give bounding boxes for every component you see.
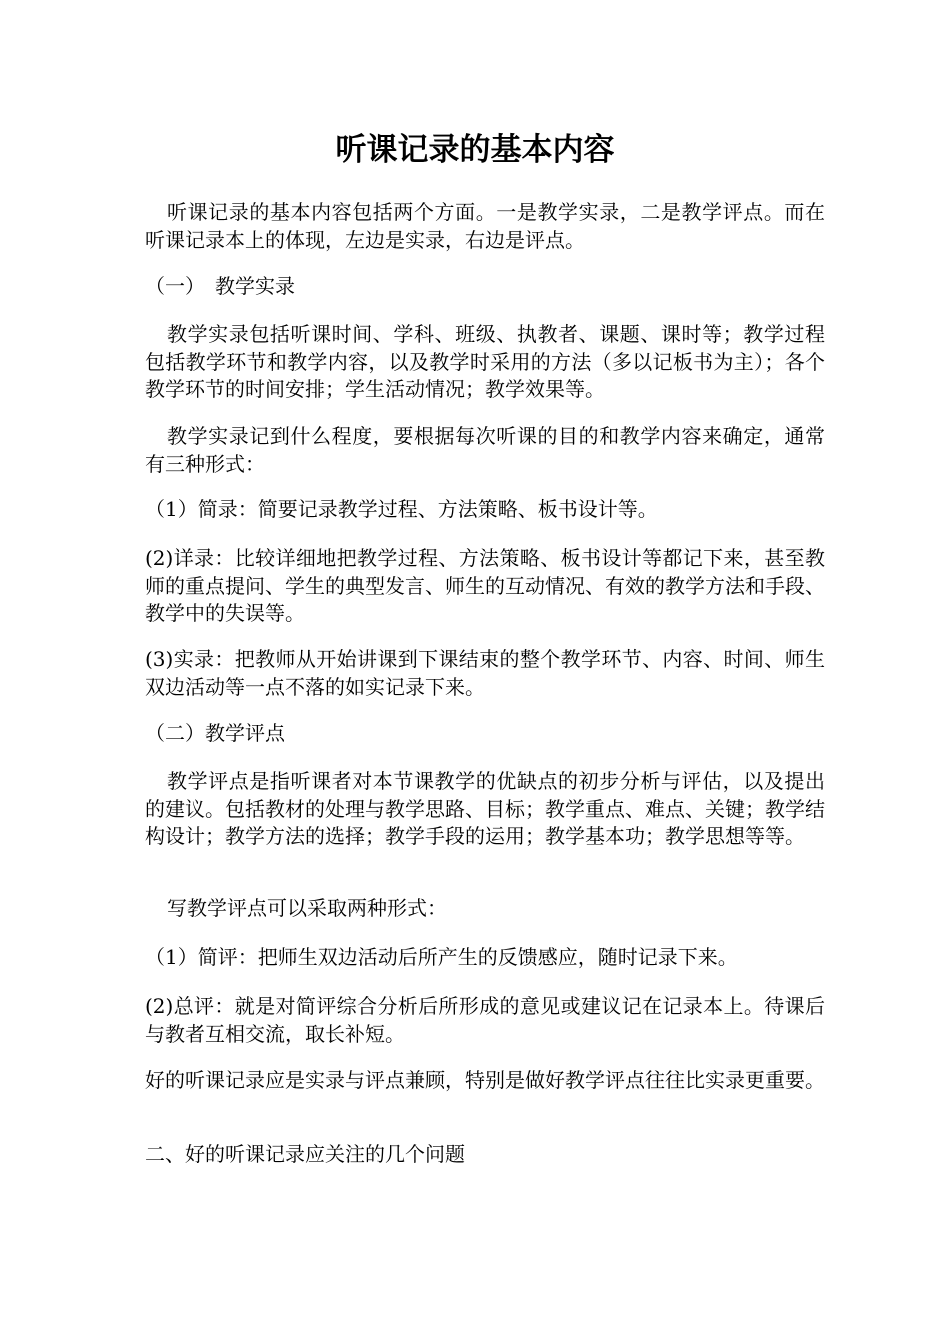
full-record-item: (3)实录：把教师从开始讲课到下课结束的整个教学环节、内容、时间、师生双边活动等一点不落的如实记录下来。	[145, 647, 825, 699]
brief-comment-item: （1）简评：把师生双边活动后所产生的反馈感应，随时记录下来。	[145, 945, 738, 969]
section-heading-key-issues: 二、好的听课记录应关注的几个问题	[145, 1142, 465, 1166]
document-page	[145, 0, 825, 1344]
teaching-comment-paragraph: 教学评点是指听课者对本节课教学的优缺点的初步分析与评估，以及提出的建议。包括教材的处理与教学思路、目标；教学重点、难点、关键；教学结构设计；教学方法的选择；教学手段的运用；教学基本功；教学思想等等。	[145, 769, 825, 848]
section-heading-teaching-comment: （二）教学评点	[145, 721, 285, 745]
page-title: 听课记录的基本内容	[335, 132, 615, 168]
intro-paragraph: 听课记录的基本内容包括两个方面。一是教学实录，二是教学评点。而在听课记录本上的体现，左边是实录，右边是评点。	[145, 200, 825, 252]
brief-record-item: （1）简录：简要记录教学过程、方法策略、板书设计等。	[145, 497, 658, 521]
section-heading-teaching-record: （一） 教学实录	[145, 274, 295, 298]
comment-forms-intro-paragraph: 写教学评点可以采取两种形式：	[167, 896, 447, 920]
record-forms-intro-paragraph: 教学实录记到什么程度，要根据每次听课的目的和教学内容来确定，通常有三种形式：	[145, 424, 825, 476]
overall-comment-item: (2)总评：就是对简评综合分析后所形成的意见或建议记在记录本上。待课后与教者互相交流，取长补短。	[145, 994, 825, 1046]
detailed-record-item: (2)详录：比较详细地把教学过程、方法策略、板书设计等都记下来，甚至教师的重点提问、学生的典型发言、师生的互动情况、有效的教学方法和手段、教学中的失误等。	[145, 546, 825, 625]
teaching-record-paragraph: 教学实录包括听课时间、学科、班级、执教者、课题、课时等；教学过程包括教学环节和教学内容，以及教学时采用的方法（多以记板书为主）；各个教学环节的时间安排；学生活动情况；教学效果等。	[145, 322, 825, 401]
summary-paragraph: 好的听课记录应是实录与评点兼顾，特别是做好教学评点往往比实录更重要。	[145, 1068, 825, 1092]
